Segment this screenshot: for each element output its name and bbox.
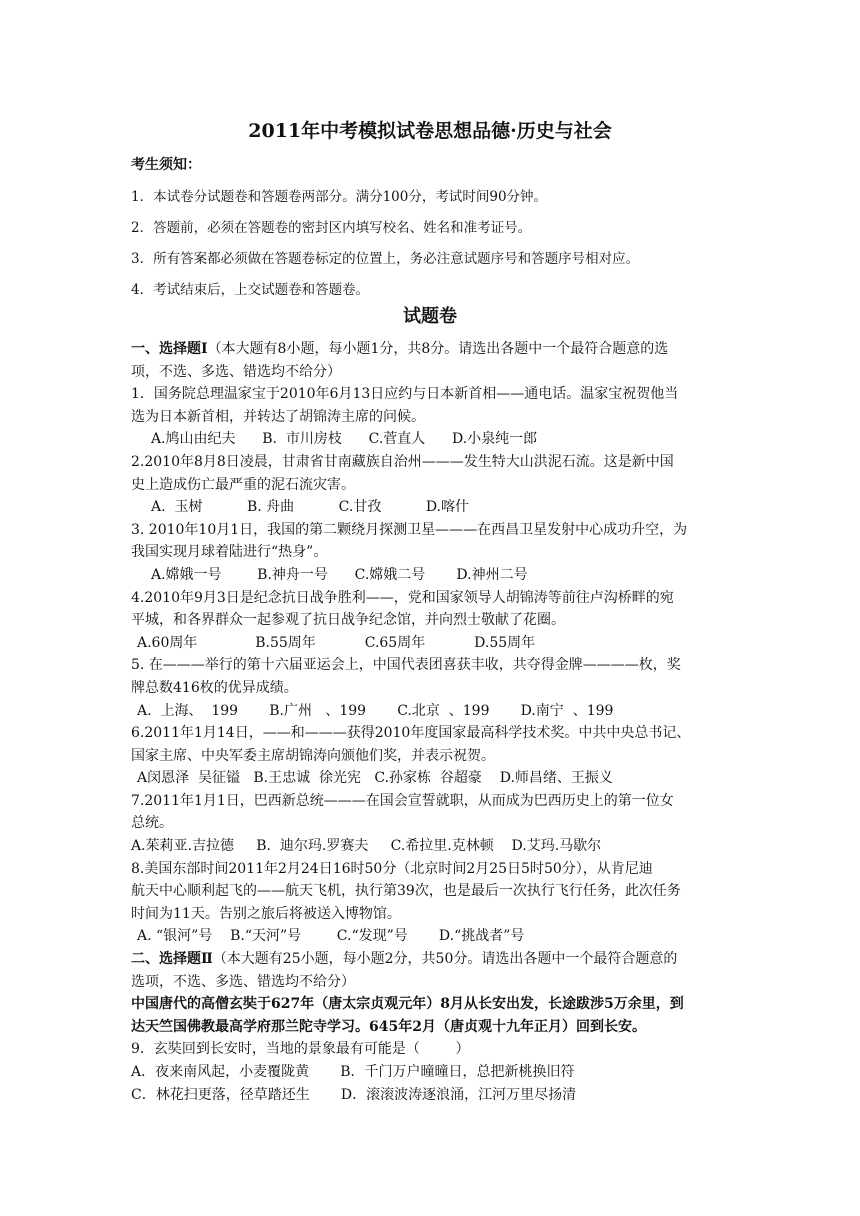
part2-heading-line2: 选项，不选、多选、错选均不给分） xyxy=(131,973,355,990)
question-9-stem: 9．玄奘回到长安时，当地的景象最有可能是（ ） xyxy=(131,1041,470,1058)
question-7-options: A.茱莉亚.吉拉德 B. 迪尔玛.罗赛夫 C.希拉里.克林顿 D.艾玛.马歇尔 xyxy=(131,838,602,855)
question-4-line: 4.2010年9月3日是纪念抗日战争胜利——，党和国家领导人胡锦涛等前往卢沟桥畔的宛 xyxy=(131,589,674,606)
question-4-options: A.60周年 B.55周年 C.65周年 D.55周年 xyxy=(137,634,536,651)
exam-title: 2011年中考模拟试卷思想品德·历史与社会 xyxy=(248,120,612,142)
notice-item: 4．考试结束后，上交试题卷和答题卷。 xyxy=(131,282,370,298)
question-7-line: 7.2011年1月1日，巴西新总统———在国会宣誓就职，从而成为巴西历史上的第一位女 xyxy=(131,792,674,809)
question-8-options: A. “银河”号 B.“天河”号 C.“发现”号 D.“挑战者”号 xyxy=(137,928,525,945)
question-3-line: 3. 2010年10月1日，我国的第二颗绕月探测卫星———在西昌卫星发射中心成功升空，为 xyxy=(131,521,688,538)
part2-heading-bold: 二、选择题Ⅱ xyxy=(131,951,213,968)
part1-heading-bold: 一、选择题Ⅰ xyxy=(131,341,208,357)
question-8-line: 8.美国东部时间2011年2月24日16时50分（北京时间2月25日5时50分），从肯尼迪 xyxy=(131,860,653,877)
question-7-line: 总统。 xyxy=(131,815,173,832)
question-8-line: 航天中心顺利起飞的——航天飞机，执行第39次，也是最后一次执行飞行任务，此次任务 xyxy=(131,883,681,900)
part2-heading-rest: （本大题有25小题，每小题2分，共50分。请选出各题中一个最符合题意的 xyxy=(212,951,678,968)
question-6-line: 国家主席、中央军委主席胡锦涛向颁他们奖，并表示祝贺。 xyxy=(131,747,495,764)
question-5-line: 5. 在———举行的第十六届亚运会上，中国代表团喜获丰收，共夺得金牌————枚，奖 xyxy=(131,657,681,674)
question-9-options-ab: A．夜来南风起，小麦覆陇黄 B．千门万户曈曈日，总把新桃换旧符 xyxy=(131,1064,575,1080)
question-1-options: A.鸠山由纪夫 B. 市川房枝 C.菅直人 D.小泉纯一郎 xyxy=(151,431,538,448)
question-1-line: 1．国务院总理温家宝于2010年6月13日应约与日本新首相——通电话。温家宝祝贺他当 xyxy=(131,386,679,403)
part1-heading xyxy=(131,338,736,361)
question-3-line: 我国实现月球着陆进行“热身”。 xyxy=(131,544,328,561)
question-6-options: A闵恩泽 吴征镒 B.王忠诚 徐光宪 C.孙家栋 谷超豪 D.师昌绪、王振义 xyxy=(137,770,613,787)
notice-item: 2．答题前，必须在答题卷的密封区内填写校名、姓名和准考证号。 xyxy=(131,220,532,236)
question-2-line: 2.2010年8月8日凌晨，甘肃省甘南藏族自治州———发生特大山洪泥石流。这是新中国 xyxy=(131,453,674,470)
question-8-line: 时间为11天。告别之旅后将被送入博物馆。 xyxy=(131,905,401,922)
question-body xyxy=(131,338,736,1106)
notice-item: 1．本试卷分试题卷和答题卷两部分。满分100分，考试时间90分钟。 xyxy=(131,189,548,205)
passage-line: 中国唐代的高僧玄奘于627年（唐太宗贞观元年）8月从长安出发，长途跋涉5万余里，到 xyxy=(131,996,684,1013)
question-1-line: 选为日本新首相，并转达了胡锦涛主席的问候。 xyxy=(131,408,425,425)
part1-heading-line2: 项，不选、多选、错选均不给分） xyxy=(131,363,341,380)
question-6-line: 6.2011年1月14日，——和———获得2010年度国家最高科学技术奖。中共中央总书记、 xyxy=(131,725,691,742)
notice-list xyxy=(131,182,771,306)
question-4-line: 平城，和各界群众一起参观了抗日战争纪念馆，并向烈士敬献了花圈。 xyxy=(131,612,565,629)
section-title: 试题卷 xyxy=(403,306,457,327)
question-5-line: 牌总数416枚的优异成绩。 xyxy=(131,679,298,696)
question-9-options-cd: C．林花扫更落，径草踏还生 D．滚滚波涛逐浪涌，江河万里尽扬清 xyxy=(131,1086,577,1103)
notice-heading: 考生须知： xyxy=(131,157,201,173)
question-3-options: A.嫦娥一号 B.神舟一号 C.嫦娥二号 D.神州二号 xyxy=(151,566,528,583)
part2-heading xyxy=(131,948,736,971)
passage-line: 达天竺国佛教最高学府那兰陀寺学习。645年2月（唐贞观十九年正月）回到长安。 xyxy=(131,1018,646,1035)
question-5-options: A. 上海、 199 B.广州 、199 C.北京 、199 D.南宁 、199 xyxy=(137,702,614,719)
question-2-line: 史上造成伤亡最严重的泥石流灾害。 xyxy=(131,476,355,493)
notice-item: 3．所有答案都必须做在答题卷标定的位置上，务必注意试题序号和答题序号相对应。 xyxy=(131,251,640,267)
question-2-options: A. 玉树 B. 舟曲 C.甘孜 D.喀什 xyxy=(151,499,469,516)
part1-heading-rest: （本大题有8小题，每小题1分，共8分。请选出各题中一个最符合题意的选 xyxy=(207,341,669,357)
